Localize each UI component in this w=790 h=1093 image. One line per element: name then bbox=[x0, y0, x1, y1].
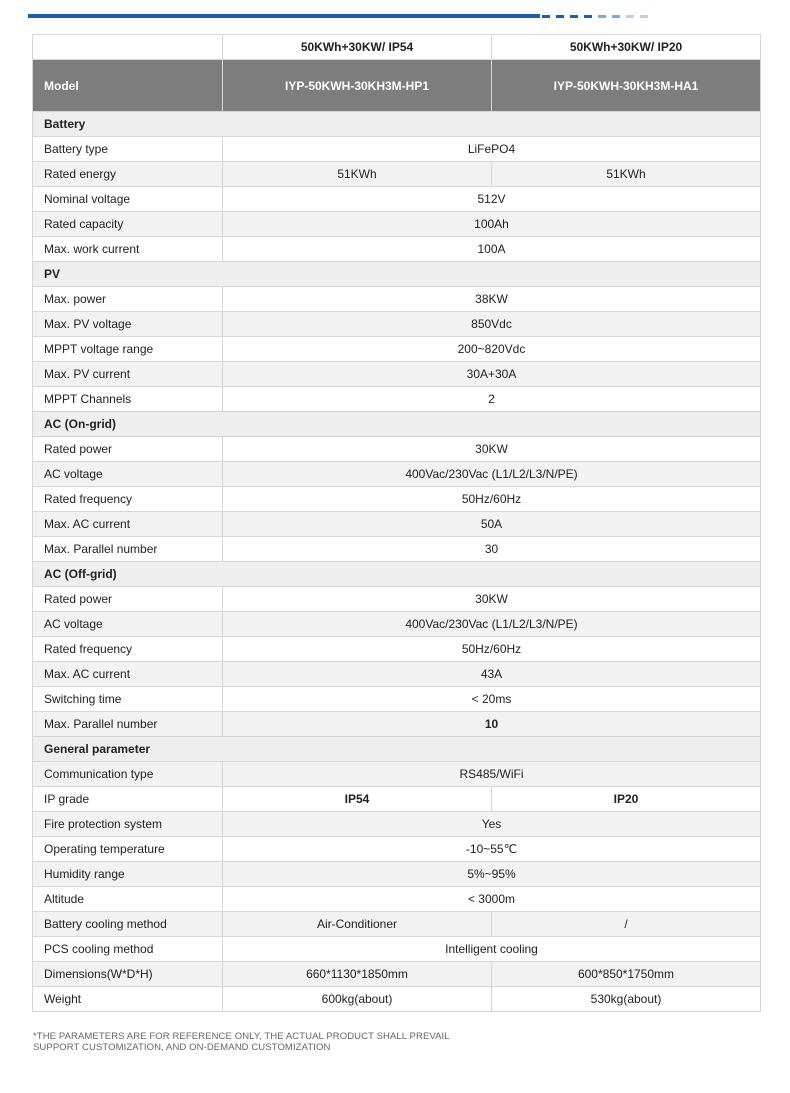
table-row bbox=[33, 437, 761, 462]
row-label: Rated frequency bbox=[33, 637, 223, 662]
section-title: Battery bbox=[33, 112, 761, 137]
row-label: Max. work current bbox=[33, 237, 223, 262]
table-row bbox=[33, 637, 761, 662]
row-value-2: / bbox=[492, 912, 761, 937]
model-label: Model bbox=[33, 60, 223, 112]
row-value: 100A bbox=[223, 237, 761, 262]
table-row bbox=[33, 487, 761, 512]
table-row bbox=[33, 187, 761, 212]
table-row bbox=[33, 612, 761, 637]
row-value: 5%~95% bbox=[223, 862, 761, 887]
row-value: 43A bbox=[223, 662, 761, 687]
model-row bbox=[33, 60, 761, 112]
row-value-1: 51KWh bbox=[223, 162, 492, 187]
table-row bbox=[33, 237, 761, 262]
row-value: RS485/WiFi bbox=[223, 762, 761, 787]
model-1: IYP-50KWH-30KH3M-HP1 bbox=[223, 60, 492, 112]
row-label: Rated capacity bbox=[33, 212, 223, 237]
section-pv bbox=[33, 262, 761, 287]
row-value: 400Vac/230Vac (L1/L2/L3/N/PE) bbox=[223, 462, 761, 487]
table-row bbox=[33, 587, 761, 612]
row-value: 10 bbox=[223, 712, 761, 737]
table-row bbox=[33, 987, 761, 1012]
row-label: Battery cooling method bbox=[33, 912, 223, 937]
row-value: 30A+30A bbox=[223, 362, 761, 387]
table-row bbox=[33, 837, 761, 862]
row-label: Rated energy bbox=[33, 162, 223, 187]
model-2: IYP-50KWH-30KH3M-HA1 bbox=[492, 60, 761, 112]
row-value: 30KW bbox=[223, 437, 761, 462]
table-row bbox=[33, 512, 761, 537]
header-col2: 50KWh+30KW/ IP20 bbox=[492, 35, 761, 60]
row-value: 50Hz/60Hz bbox=[223, 487, 761, 512]
row-label: AC voltage bbox=[33, 462, 223, 487]
table-row bbox=[33, 462, 761, 487]
row-label: Nominal voltage bbox=[33, 187, 223, 212]
table-row bbox=[33, 962, 761, 987]
row-label: Max. PV current bbox=[33, 362, 223, 387]
row-value-1: 600kg(about) bbox=[223, 987, 492, 1012]
row-value-1: Air-Conditioner bbox=[223, 912, 492, 937]
table-row bbox=[33, 362, 761, 387]
row-label: Max. AC current bbox=[33, 512, 223, 537]
table-row bbox=[33, 537, 761, 562]
row-label: Max. PV voltage bbox=[33, 312, 223, 337]
row-value: 100Ah bbox=[223, 212, 761, 237]
row-value: -10~55℃ bbox=[223, 837, 761, 862]
row-label: Battery type bbox=[33, 137, 223, 162]
table-row bbox=[33, 687, 761, 712]
section-ac-on-grid bbox=[33, 412, 761, 437]
row-value-2: 600*850*1750mm bbox=[492, 962, 761, 987]
table-row bbox=[33, 712, 761, 737]
row-value: 30 bbox=[223, 537, 761, 562]
row-value: 30KW bbox=[223, 587, 761, 612]
row-value: 50Hz/60Hz bbox=[223, 637, 761, 662]
table-row bbox=[33, 137, 761, 162]
section-title: AC (Off-grid) bbox=[33, 562, 761, 587]
row-label: Dimensions(W*D*H) bbox=[33, 962, 223, 987]
row-label: Humidity range bbox=[33, 862, 223, 887]
row-value: 38KW bbox=[223, 287, 761, 312]
row-label: Rated frequency bbox=[33, 487, 223, 512]
table-row bbox=[33, 387, 761, 412]
row-label: Switching time bbox=[33, 687, 223, 712]
table-row bbox=[33, 312, 761, 337]
section-ac-off-grid bbox=[33, 562, 761, 587]
row-label: Max. Parallel number bbox=[33, 712, 223, 737]
row-label: Rated power bbox=[33, 587, 223, 612]
row-label: Weight bbox=[33, 987, 223, 1012]
row-label: Rated power bbox=[33, 437, 223, 462]
row-value-1: IP54 bbox=[223, 787, 492, 812]
row-value-2: IP20 bbox=[492, 787, 761, 812]
footnote-line-1: *THE PARAMETERS ARE FOR REFERENCE ONLY, THE ACTUAL PRODUCT SHALL PREVAIL bbox=[33, 1031, 450, 1042]
row-value: < 20ms bbox=[223, 687, 761, 712]
row-label: Max. Parallel number bbox=[33, 537, 223, 562]
section-battery bbox=[33, 112, 761, 137]
top-accent-bar bbox=[28, 14, 540, 18]
table-row bbox=[33, 662, 761, 687]
row-value-2: 530kg(about) bbox=[492, 987, 761, 1012]
table-row bbox=[33, 337, 761, 362]
table-row bbox=[33, 762, 761, 787]
header-col1: 50KWh+30KW/ IP54 bbox=[223, 35, 492, 60]
row-value: 200~820Vdc bbox=[223, 337, 761, 362]
header-empty-cell bbox=[33, 35, 223, 60]
row-label: Max. power bbox=[33, 287, 223, 312]
row-label: Communication type bbox=[33, 762, 223, 787]
row-value: 400Vac/230Vac (L1/L2/L3/N/PE) bbox=[223, 612, 761, 637]
footnote-line-2: SUPPORT CUSTOMIZATION, AND ON-DEMAND CUSTOMIZATION bbox=[33, 1042, 331, 1053]
row-label: IP grade bbox=[33, 787, 223, 812]
table-row bbox=[33, 212, 761, 237]
table-row bbox=[33, 287, 761, 312]
table-row bbox=[33, 162, 761, 187]
row-label: PCS cooling method bbox=[33, 937, 223, 962]
row-value: 50A bbox=[223, 512, 761, 537]
row-label: Max. AC current bbox=[33, 662, 223, 687]
table-row bbox=[33, 787, 761, 812]
section-title: PV bbox=[33, 262, 761, 287]
row-value: 512V bbox=[223, 187, 761, 212]
table-row bbox=[33, 812, 761, 837]
table-row bbox=[33, 887, 761, 912]
section-title: General parameter bbox=[33, 737, 761, 762]
footnote bbox=[33, 1031, 450, 1053]
row-value: 2 bbox=[223, 387, 761, 412]
row-label: Fire protection system bbox=[33, 812, 223, 837]
row-value-2: 51KWh bbox=[492, 162, 761, 187]
section-general bbox=[33, 737, 761, 762]
row-value: Intelligent cooling bbox=[223, 937, 761, 962]
section-title: AC (On-grid) bbox=[33, 412, 761, 437]
table-header-row bbox=[33, 35, 761, 60]
row-label: MPPT voltage range bbox=[33, 337, 223, 362]
table-row bbox=[33, 862, 761, 887]
row-value: Yes bbox=[223, 812, 761, 837]
row-value-1: 660*1130*1850mm bbox=[223, 962, 492, 987]
row-label: Altitude bbox=[33, 887, 223, 912]
row-value: < 3000m bbox=[223, 887, 761, 912]
table-row bbox=[33, 937, 761, 962]
spec-table bbox=[32, 34, 761, 1012]
row-value: 850Vdc bbox=[223, 312, 761, 337]
top-accent-dashes bbox=[542, 15, 648, 18]
row-label: Operating temperature bbox=[33, 837, 223, 862]
row-label: MPPT Channels bbox=[33, 387, 223, 412]
row-value: LiFePO4 bbox=[223, 137, 761, 162]
row-label: AC voltage bbox=[33, 612, 223, 637]
table-row bbox=[33, 912, 761, 937]
